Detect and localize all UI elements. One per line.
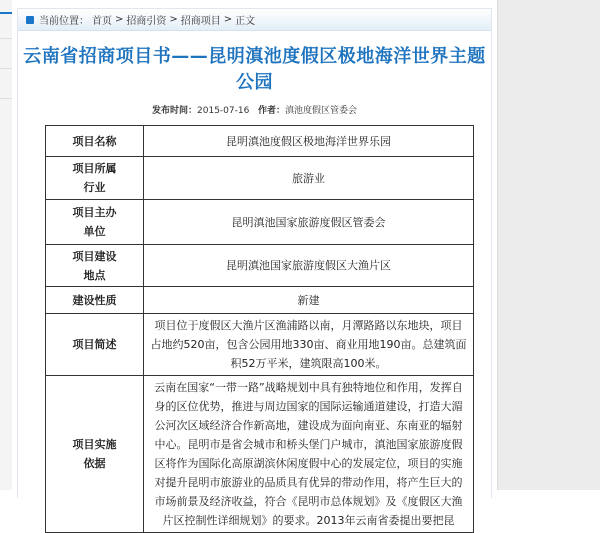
row-key: 项目简述 [46, 314, 144, 376]
row-key: 项目名称 [46, 126, 144, 157]
table-row [46, 157, 474, 200]
publish-date: 2015-07-16 [197, 106, 250, 116]
project-table [45, 125, 474, 533]
row-key: 建设性质 [46, 287, 144, 314]
sidebar-divider [0, 98, 12, 99]
breadcrumb-home[interactable]: 首页 [92, 16, 112, 27]
table-row [46, 245, 474, 287]
row-value: 旅游业 [144, 157, 474, 200]
row-value: 昆明滇池度假区极地海洋世界乐园 [144, 126, 474, 157]
row-value: 项目位于度假区大渔片区渔浦路以南，月潭路路以东地块，项目占地约520亩，包含公园用地330亩、商业用地190亩。总建筑面积52万平米，建筑限高100米。 [144, 314, 474, 376]
row-value: 昆明滇池国家旅游度假区大渔片区 [144, 245, 474, 287]
breadcrumb-label: 当前位置： [39, 16, 89, 27]
table-row [46, 200, 474, 245]
author-label: 作者： [257, 106, 285, 116]
breadcrumb-projects[interactable]: 招商项目 [180, 16, 221, 27]
table-row [46, 126, 474, 157]
sidebar-divider [0, 38, 12, 39]
table-row [46, 314, 474, 376]
breadcrumb-investment[interactable]: 招商引资 [126, 16, 167, 27]
row-key: 项目所属行业 [46, 157, 144, 200]
row-key: 项目主办单位 [46, 200, 144, 245]
breadcrumb-sep: > [223, 14, 233, 25]
page-title: 云南省招商项目书——昆明滇池度假区极地海洋世界主题公园 [23, 46, 486, 93]
table-row [46, 376, 474, 533]
author: 滇池度假区管委会 [284, 106, 357, 116]
article-panel [17, 8, 492, 527]
sidebar-divider [0, 68, 12, 69]
table-row [46, 287, 474, 314]
breadcrumb-sep: > [169, 14, 178, 25]
row-value: 昆明滇池国家旅游度假区管委会 [144, 200, 474, 245]
publish-label: 发布时间： [152, 106, 198, 116]
breadcrumb [18, 9, 491, 31]
left-sidebar [0, 0, 12, 490]
sidebar-divider [0, 12, 12, 14]
row-key: 项目实施依据 [46, 376, 144, 533]
row-value: 云南在国家“一带一路”战略规划中具有独特地位和作用，发挥自身的区位优势，推进与周边国家的国际运输通道建设，打造大湄公河次区域经济合作新高地，建设成为面向南亚、东南亚的辐射中心。昆明市是省会城市和桥头堡门户城市，滇池国家旅游度假区将作为国际化高原湖滨休闲度假中心的发展定位，项目的实施对提升昆明市旅游业的品质具有优异的带动作用，将产生巨大的市场前景及经济收益，符合《昆明市总体规划》及《度假区大渔片区控制性详细规划》的要求。2013年云南省委提出要把昆 [144, 376, 474, 533]
row-value: 新建 [144, 287, 474, 314]
right-sidebar [497, 0, 600, 490]
location-icon [26, 16, 34, 24]
row-key: 项目建设地点 [46, 245, 144, 287]
breadcrumb-current: 正文 [235, 16, 256, 27]
breadcrumb-sep: > [115, 14, 124, 25]
article-meta [18, 103, 491, 116]
